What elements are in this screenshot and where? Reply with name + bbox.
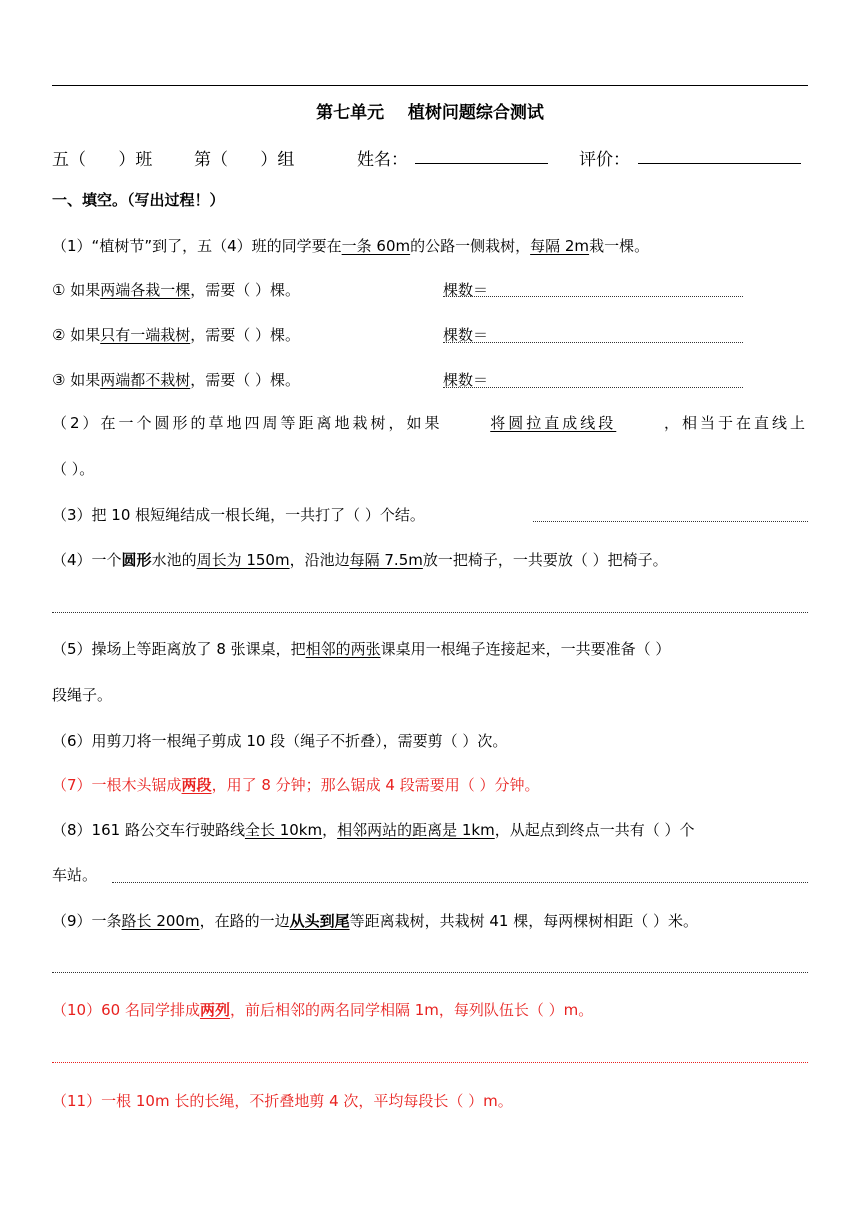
q8-underline-distance: 相邻两站的距离是 1km	[337, 821, 495, 839]
q5-underline: 相邻的两张	[305, 640, 381, 658]
q10-text: ，前后相邻的两名同学相隔 1m，每列队伍长（ ）m。	[229, 1001, 594, 1019]
q4-text: （4）一个	[52, 551, 122, 569]
q2-underline: 将圆拉直成线段	[490, 414, 617, 432]
q4-text: 水池的	[151, 551, 197, 569]
q9-text: （9）一条	[52, 912, 122, 930]
q9-text: 等距离栽树，共栽树 41 棵，每两棵树相距（ ）米。	[349, 912, 698, 930]
question-5	[52, 639, 670, 659]
item-num: ② 如果	[52, 326, 101, 344]
eval-field[interactable]	[638, 163, 801, 164]
q1-item-3	[52, 370, 300, 390]
top-rule	[52, 85, 808, 86]
answer-line[interactable]	[533, 521, 808, 522]
q10-emphasis: 两列	[199, 1001, 230, 1019]
q8-underline-length: 全长 10km	[244, 821, 323, 839]
q1-item-1	[52, 280, 300, 300]
answer-line[interactable]	[443, 387, 743, 388]
q4-bold-circle: 圆形	[121, 551, 152, 569]
q1-item-2-count: 棵数＝	[443, 326, 489, 344]
q7-text: ，用了 8 分钟；那么锯成 4 段需要用（ ）分钟。	[211, 776, 540, 794]
q4-underline-perimeter: 周长为 150m	[196, 551, 290, 569]
answer-line[interactable]	[52, 612, 808, 613]
question-7	[52, 775, 540, 795]
answer-line[interactable]	[52, 972, 808, 973]
q9-underline-length: 路长 200m	[121, 912, 200, 930]
name-label: 姓名：	[357, 150, 408, 170]
q5-text: 课桌用一根绳子连接起来，一共要准备（ ）	[380, 640, 671, 658]
question-6: （6）用剪刀将一根绳子剪成 10 段（绳子不折叠），需要剪（ ）次。	[52, 732, 508, 750]
q10-text: （10）60 名同学排成	[52, 1001, 200, 1019]
q1-underline-length: 一条 60m	[341, 237, 411, 255]
question-2-line-2: （ ）。	[52, 460, 95, 478]
question-9	[52, 911, 698, 931]
item-num: ③ 如果	[52, 371, 101, 389]
item-condition: 只有一端栽树	[100, 326, 191, 344]
q8-text: （8）161 路公交车行驶路线	[52, 821, 245, 839]
q1-underline-interval: 每隔 2m	[530, 237, 590, 255]
question-8	[52, 820, 695, 840]
item-condition: 两端各栽一棵	[100, 281, 191, 299]
eval-label: 评价：	[579, 150, 630, 170]
question-10	[52, 1000, 593, 1020]
q1-text-mid: 的公路一侧栽树，	[410, 237, 531, 255]
q9-emphasis: 从头到尾	[289, 912, 350, 930]
page-title: 第七单元 植树问题综合测试	[316, 103, 544, 123]
q1-text: （1）“植树节”到了，五（4）班的同学要在	[52, 237, 342, 255]
q8-text: ，	[322, 821, 338, 839]
answer-line[interactable]	[443, 342, 743, 343]
item-num: ① 如果	[52, 281, 101, 299]
q9-text: ，在路的一边	[199, 912, 290, 930]
answer-line[interactable]	[443, 296, 743, 297]
q1-item-1-count: 棵数＝	[443, 281, 489, 299]
question-1	[52, 236, 649, 256]
q2-text: （2）在一个圆形的草地四周等距离地栽树，如果	[52, 414, 443, 432]
question-4	[52, 550, 668, 570]
section-heading: 一、填空。（写出过程！）	[52, 191, 225, 209]
q2-text-suffix: ，相当于在直线上	[663, 414, 808, 432]
question-8-line-2: 车站。	[52, 866, 98, 884]
q7-text: （7）一根木头锯成	[52, 776, 182, 794]
group-label: 第（ ）组	[194, 150, 295, 170]
question-2-line-1	[52, 413, 808, 433]
item-blank: ，需要（ ）棵。	[190, 326, 301, 344]
name-field[interactable]	[415, 163, 548, 164]
answer-line[interactable]	[52, 1062, 808, 1063]
question-3: （3）把 10 根短绳结成一根长绳，一共打了（ ）个结。	[52, 506, 425, 524]
q1-text-suffix: 栽一棵。	[589, 237, 650, 255]
q8-text: ，从起点到终点一共有（ ）个	[494, 821, 695, 839]
item-blank: ，需要（ ）棵。	[190, 371, 301, 389]
q1-item-2	[52, 325, 300, 345]
question-5-line-2: 段绳子。	[52, 686, 113, 704]
class-label: 五（ ）班	[52, 150, 153, 170]
q1-item-3-count: 棵数＝	[443, 371, 489, 389]
q7-emphasis: 两段	[181, 776, 212, 794]
q4-text: ，沿池边	[289, 551, 350, 569]
answer-line[interactable]	[112, 882, 808, 883]
q4-underline-interval: 每隔 7.5m	[349, 551, 423, 569]
item-condition: 两端都不栽树	[100, 371, 191, 389]
item-blank: ，需要（ ）棵。	[190, 281, 301, 299]
question-11: （11）一根 10m 长的长绳，不折叠地剪 4 次，平均每段长（ ）m。	[52, 1092, 513, 1110]
q4-text: 放一把椅子，一共要放（ ）把椅子。	[422, 551, 668, 569]
q5-text: （5）操场上等距离放了 8 张课桌，把	[52, 640, 306, 658]
